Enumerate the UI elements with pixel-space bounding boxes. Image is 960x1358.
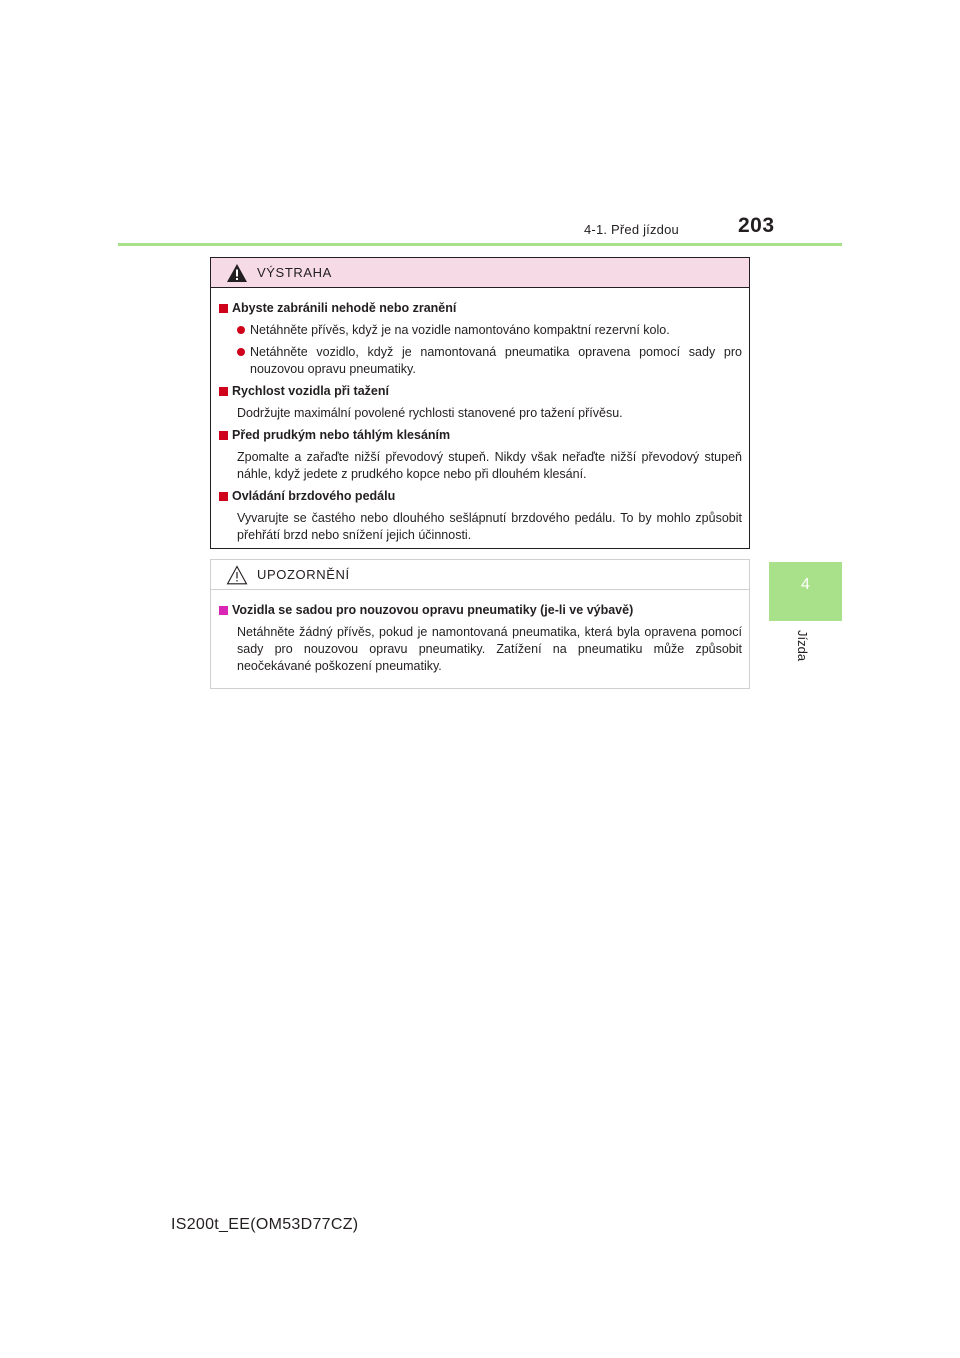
square-bullet-icon	[219, 387, 228, 396]
caution-section-title-text: Vozidla se sadou pro nouzovou opravu pneumatiky (je-li ve výbavě)	[232, 603, 634, 617]
warning-section-text: Zpomalte a zařaďte nižší převodový stupeň. Nikdy však neřaďte nižší převodový stupeň náhle, když jedete z prudkého kopce nebo při dlouhém klesání.	[237, 450, 742, 481]
warning-section-title-text: Ovládání brzdového pedálu	[232, 489, 396, 503]
square-bullet-icon	[219, 606, 228, 615]
warning-section-text: Vyvarujte se častého nebo dlouhého sešlápnutí brzdového pedálu. To by mohlo způsobit přehřátí brzd nebo snížení jejich účinnosti.	[237, 511, 742, 542]
header-section-title: 4-1. Před jízdou	[584, 222, 679, 237]
warning-bullet-text: Netáhněte přívěs, když je na vozidle namontováno kompaktní rezervní kolo.	[250, 323, 670, 337]
warning-bullet	[237, 344, 742, 378]
header-rule	[118, 243, 842, 246]
warning-bullet-text: Netáhněte vozidlo, když je namontovaná pneumatika opravena pomocí sady pro nouzovou opravu pneumatiky.	[250, 345, 742, 376]
square-bullet-icon	[219, 431, 228, 440]
caution-title: UPOZORNĚNÍ	[257, 567, 350, 582]
chapter-tab-number: 4	[801, 576, 810, 593]
warning-bullet	[237, 322, 742, 339]
caution-box	[210, 559, 750, 689]
caution-section-text: Netáhněte žádný přívěs, pokud je namontovaná pneumatika, která byla opravena pomocí sady pro nouzovou opravu pneumatiky. Zatížení na pneumatiku může způsobit neočekávané poškození pneumatiky.	[237, 625, 742, 673]
square-bullet-icon	[219, 304, 228, 313]
warning-section-title-text: Rychlost vozidla při tažení	[232, 384, 389, 398]
round-bullet-icon	[237, 326, 245, 334]
warning-section-title-text: Před prudkým nebo táhlým klesáním	[232, 428, 451, 442]
chapter-tab	[769, 562, 842, 621]
warning-title: VÝSTRAHA	[257, 265, 332, 280]
warning-section-title	[219, 427, 742, 444]
chapter-tab-label: Jízda	[795, 630, 810, 662]
caution-section-title	[219, 602, 742, 619]
round-bullet-icon	[237, 348, 245, 356]
warning-section-title-text: Abyste zabránili nehodě nebo zranění	[232, 301, 457, 315]
warning-box	[210, 257, 750, 549]
warning-box-body	[211, 288, 749, 544]
footer-model-code: IS200t_EE(OM53D77CZ)	[171, 1216, 359, 1233]
warning-section-text: Dodržujte maximální povolené rychlosti stanovené pro tažení přívěsu.	[237, 406, 623, 420]
warning-section-title	[219, 300, 742, 317]
warning-section-title	[219, 488, 742, 505]
warning-box-header	[211, 258, 749, 288]
page-number: 203	[738, 214, 775, 237]
caution-triangle-icon	[226, 565, 248, 585]
warning-section-title	[219, 383, 742, 400]
warning-triangle-icon	[226, 263, 248, 283]
square-bullet-icon	[219, 492, 228, 501]
caution-box-header	[211, 560, 749, 590]
caution-box-body	[211, 590, 749, 675]
